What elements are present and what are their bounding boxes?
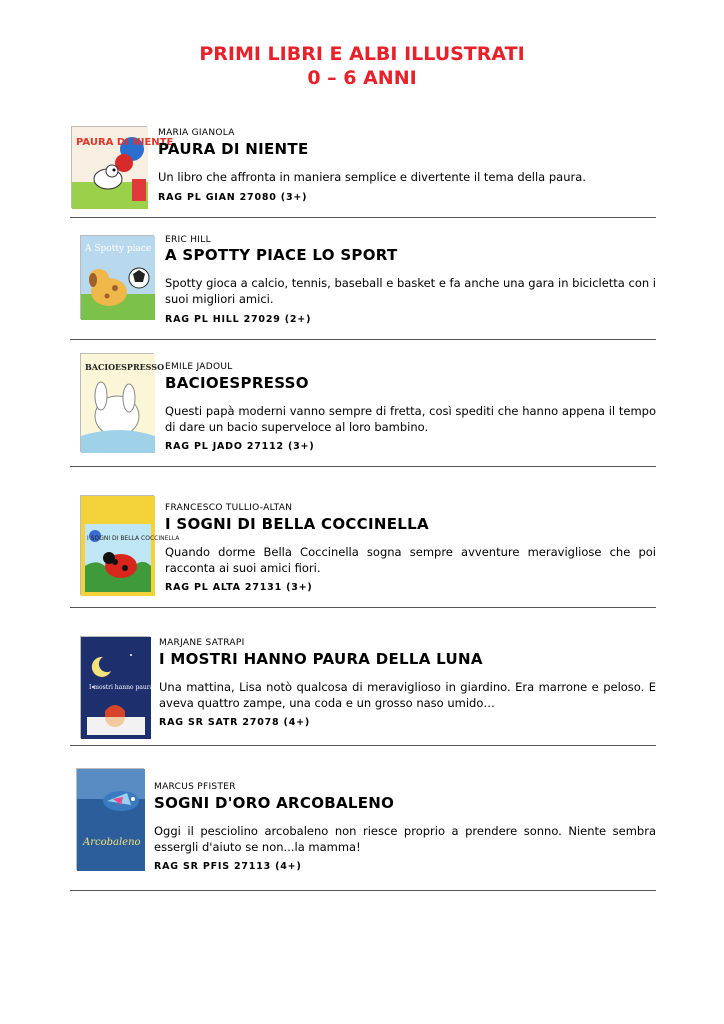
svg-text:A Spotty piace lo sport: A Spotty piace lo sport xyxy=(85,244,189,254)
book-title: BACIOESPRESSO xyxy=(165,374,309,392)
book-author: ERIC HILL xyxy=(165,235,211,245)
svg-text:I SOGNI DI BELLA COCCINELLA: I SOGNI DI BELLA COCCINELLA xyxy=(87,535,180,542)
book-author: MARCUS PFISTER xyxy=(154,782,236,792)
page-title-line1: PRIMI LIBRI E ALBI ILLUSTRATI xyxy=(199,43,525,65)
divider xyxy=(70,217,656,218)
book-author: MARIA GIANOLA xyxy=(158,128,235,138)
svg-text:PAURA DI NIENTE: PAURA DI NIENTE xyxy=(76,137,174,148)
arcobaleno-cover-icon xyxy=(76,768,144,870)
divider xyxy=(70,890,656,891)
page-title xyxy=(0,42,724,90)
page-title-line2: 0 – 6 ANNI xyxy=(307,67,417,89)
book-description: Questi papà moderni vanno sempre di fretta, così spediti che hanno appena il tempo di dare un bacio superveloce al loro bambino. xyxy=(165,404,656,434)
book-description: Una mattina, Lisa notò qualcosa di meraviglioso in giardino. Era marrone e peloso. E aveva quattro zampe, una coda e un grosso naso umido… xyxy=(159,680,656,710)
book-title: I SOGNI DI BELLA COCCINELLA xyxy=(165,515,429,533)
book-title: I MOSTRI HANNO PAURA DELLA LUNA xyxy=(159,650,483,668)
book-author: FRANCESCO TULLIO-ALTAN xyxy=(165,503,293,513)
divider xyxy=(70,339,656,340)
book-author: EMILE JADOUL xyxy=(165,362,233,372)
svg-text:I mostri hanno paura della lun: I mostri hanno paura della luna xyxy=(89,684,186,691)
book-title: SOGNI D'ORO ARCOBALENO xyxy=(154,794,395,812)
book-shelf-code: RAG PL HILL 27029 (2+) xyxy=(165,314,312,325)
book-title: A SPOTTY PIACE LO SPORT xyxy=(165,246,398,264)
book-author: MARJANE SATRAPI xyxy=(159,638,245,648)
divider xyxy=(70,607,656,608)
divider xyxy=(70,745,656,746)
book-shelf-code: RAG PL JADO 27112 (3+) xyxy=(165,441,315,452)
book-shelf-code: RAG PL GIAN 27080 (3+) xyxy=(158,192,308,203)
book-description: Oggi il pesciolino arcobaleno non riesce proprio a prendere sonno. Niente sembra essergli d'aiuto se non...la mamma! xyxy=(154,824,656,854)
book-shelf-code: RAG PL ALTA 27131 (3+) xyxy=(165,582,313,593)
svg-text:Arcobaleno: Arcobaleno xyxy=(83,837,141,848)
book-shelf-code: RAG SR PFIS 27113 (4+) xyxy=(154,861,302,872)
book-shelf-code: RAG SR SATR 27078 (4+) xyxy=(159,717,311,728)
bacioespresso-cover-icon xyxy=(80,353,165,452)
bella-coccinella-cover-icon xyxy=(80,495,180,595)
book-description: Quando dorme Bella Coccinella sogna sempre avventure meravigliose che poi racconta ai suoi amici fiori. xyxy=(165,545,656,575)
book-description: Un libro che affronta in maniera semplice e divertente il tema della paura. xyxy=(158,170,586,184)
mostri-luna-cover-icon xyxy=(80,636,186,738)
paura-di-niente-cover-icon xyxy=(71,126,174,208)
book-title: PAURA DI NIENTE xyxy=(158,140,309,158)
svg-text:BACIOESPRESSO: BACIOESPRESSO xyxy=(85,362,165,372)
book-description: Spotty gioca a calcio, tennis, baseball e basket e fa anche una gara in bicicletta con i suoi migliori amici. xyxy=(165,276,657,306)
divider xyxy=(70,466,656,467)
